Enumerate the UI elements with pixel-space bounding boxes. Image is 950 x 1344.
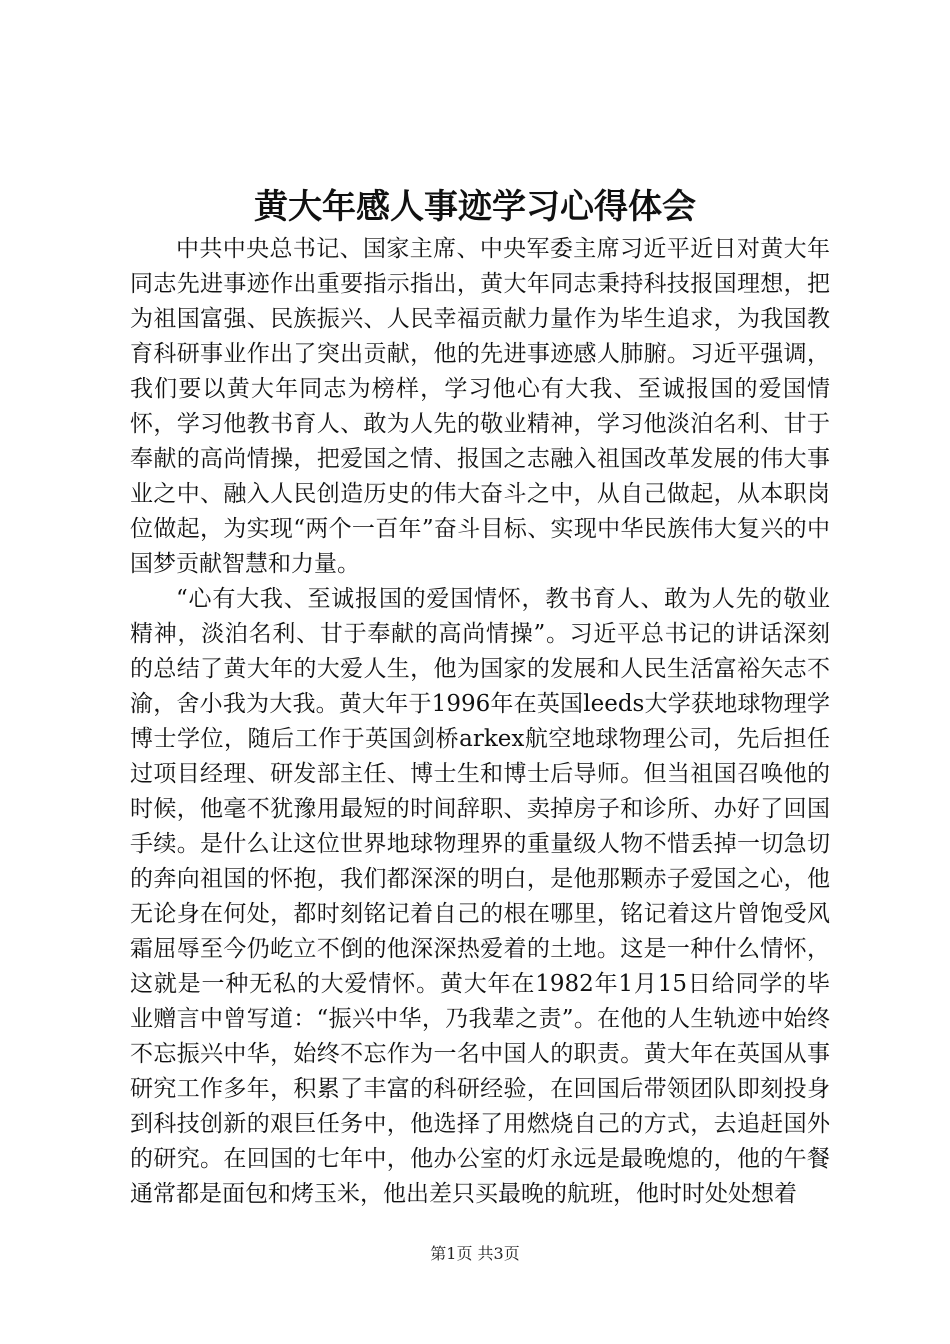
body-paragraph-1: 中共中央总书记、国家主席、中央军委主席习近平近日对黄大年同志先进事迹作出重要指示指出，黄大年同志秉持科技报国理想，把为祖国富强、民族振兴、人民幸福贡献力量作为毕生追求，为我国教育科研事业作出了突出贡献，他的先进事迹感人肺腑。习近平强调，我们要以黄大年同志为榜样，学习他心有大我、至诚报国的爱国情怀，学习他教书育人、敢为人先的敬业精神，学习他淡泊名利、甘于奉献的高尚情操，把爱国之情、报国之志融入祖国改革发展的伟大事业之中、融入人民创造历史的伟大奋斗之中，从自己做起，从本职岗位做起，为实现“两个一百年”奋斗目标、实现中华民族伟大复兴的中国梦贡献智慧和力量。 — [130, 236, 830, 577]
document-title: 黄大年感人事迹学习心得体会 — [254, 187, 696, 227]
page-number-footer: 第1页 共3页 — [430, 1244, 520, 1263]
document-body — [130, 232, 830, 1212]
body-paragraph-2: “心有大我、至诚报国的爱国情怀，教书育人、敢为人先的敬业精神，淡泊名利、甘于奉献的高尚情操”。习近平总书记的讲话深刻的总结了黄大年的大爱人生，他为国家的发展和人民生活富裕矢志不渝，舍小我为大我。黄大年于1996年在英国leeds大学获地球物理学博士学位，随后工作于英国剑桥arkex航空地球物理公司，先后担任过项目经理、研发部主任、博士生和博士后导师。但当祖国召唤他的时候，他毫不犹豫用最短的时间辞职、卖掉房子和诊所、办好了回国手续。是什么让这位世界地球物理界的重量级人物不惜丢掉一切急切的奔向祖国的怀抱，我们都深深的明白，是他那颗赤子爱国之心，他无论身在何处，都时刻铭记着自己的根在哪里，铭记着这片曾饱受风霜屈辱至今仍屹立不倒的他深深热爱着的土地。这是一种什么情怀，这就是一种无私的大爱情怀。黄大年在1982年1月15日给同学的毕业赠言中曾写道：“振兴中华，乃我辈之责”。在他的人生轨迹中始终不忘振兴中华，始终不忘作为一名中国人的职责。黄大年在英国从事研究工作多年，积累了丰富的科研经验，在回国后带领团队即刻投身到科技创新的艰巨任务中，他选择了用燃烧自己的方式，去追赶国外的研究。在回国的七年中，他办公室的灯永远是最晚熄的，他的午餐通常都是面包和烤玉米，他出差只买最晚的航班，他时时处处想着 — [130, 586, 830, 1207]
